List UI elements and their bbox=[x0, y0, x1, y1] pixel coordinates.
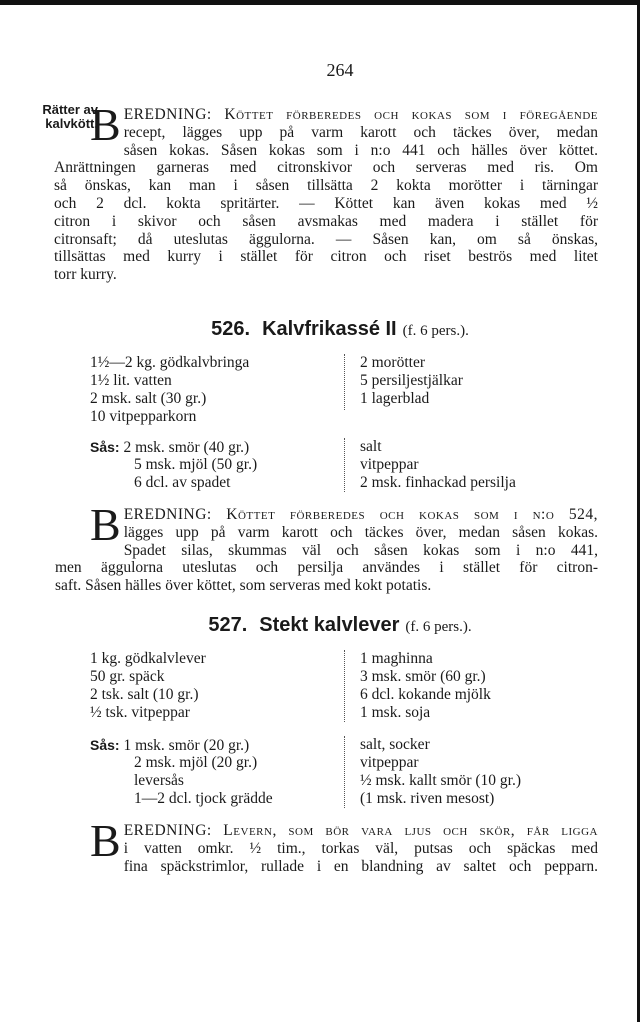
sauce-label: Sås: bbox=[90, 439, 120, 455]
ingredient: 2 msk. mjöl (20 gr.) bbox=[134, 754, 258, 771]
margin-note bbox=[30, 103, 98, 131]
dropcap: B bbox=[90, 499, 121, 550]
text-line: så önskas, kan man i såsen tillsätta 2 kokta morötter i tärningar bbox=[54, 177, 598, 195]
ingredient: 1 msk. smör (20 gr.) bbox=[123, 737, 250, 754]
recipe-526-ingredients-right bbox=[360, 354, 463, 408]
ingredient: 1—2 dcl. tjock grädde bbox=[134, 790, 273, 807]
recipe-527-sauce-right bbox=[360, 736, 521, 808]
ingredient: ½ tsk. vitpeppar bbox=[90, 704, 190, 721]
recipe-serves: (f. 6 pers.). bbox=[405, 619, 472, 635]
recipe-number: 527. bbox=[208, 614, 248, 636]
recipe-527-ingredients-left bbox=[90, 650, 206, 722]
recipe-name: Stekt kalvlever bbox=[259, 614, 400, 636]
text-line: men äggulorna uteslutas och persilja användes i stället för citron- bbox=[55, 559, 598, 577]
ingredient: vitpeppar bbox=[360, 754, 419, 771]
ingredient: salt bbox=[360, 438, 382, 455]
recipe-serves: (f. 6 pers.). bbox=[402, 323, 469, 339]
recipe-526-title bbox=[0, 318, 640, 341]
ingredient: 6 dcl. kokande mjölk bbox=[360, 686, 491, 703]
ingredient: 1 kg. gödkalvlever bbox=[90, 650, 206, 667]
text-line: EREDNING: Levern, som bör vara ljus och skör, får ligga bbox=[123, 822, 598, 839]
text-line: i vatten omkr. ½ tim., torkas väl, putsas och späckas med bbox=[123, 839, 598, 857]
text-line: EREDNING: Köttet förberedes och kokas som i föregående bbox=[123, 106, 598, 123]
margin-note-line1: Rätter av bbox=[42, 102, 98, 117]
text-line: torr kurry. bbox=[54, 266, 117, 284]
recipe-526-sauce-right bbox=[360, 438, 516, 492]
text-line: tillsättas med kurry i stället för citron och riset beströs med litet bbox=[54, 248, 598, 266]
ingredient: (1 msk. riven mesost) bbox=[360, 790, 495, 807]
ingredient: 2 msk. finhackad persilja bbox=[360, 474, 516, 491]
column-divider bbox=[344, 354, 345, 410]
column-divider bbox=[344, 736, 345, 808]
dropcap: B bbox=[90, 815, 121, 866]
page-number: 264 bbox=[326, 60, 354, 80]
text-line: saft. Såsen hälles över köttet, som serveras med kokt potatis. bbox=[55, 577, 432, 595]
text-line: lägges upp på varm karott och täckes över, medan såsen kokas. bbox=[123, 523, 598, 541]
ingredient: 5 persiljestjälkar bbox=[360, 372, 463, 389]
ingredient: 2 msk. salt (30 gr.) bbox=[90, 390, 207, 407]
text-line: citronsaft; då uteslutas äggulorna. — Såsen kan, om så önskas, bbox=[54, 230, 598, 248]
sauce-label: Sås: bbox=[90, 737, 120, 753]
ingredient: 1 maghinna bbox=[360, 650, 433, 667]
ingredient: 6 dcl. av spadet bbox=[134, 474, 231, 491]
text-line: såsen kokas. Såsen kokas som i n:o 441 och hälles över köttet. bbox=[123, 141, 598, 159]
recipe-name: Kalvfrikassé II bbox=[262, 318, 397, 340]
ingredient: 1 msk. soja bbox=[360, 704, 431, 721]
ingredient: leversås bbox=[134, 772, 184, 789]
ingredient: 5 msk. mjöl (50 gr.) bbox=[134, 456, 258, 473]
text-line: Anrättningen garneras med citronskivor och serveras med ris. Om bbox=[54, 159, 598, 177]
text-line: recept, lägges upp på varm karott och täckes över, medan bbox=[123, 123, 598, 141]
ingredient: 50 gr. späck bbox=[90, 668, 165, 685]
text-line: EREDNING: Köttet förberedes och kokas som i n:o 524, bbox=[123, 506, 598, 523]
column-divider bbox=[344, 438, 345, 492]
column-divider bbox=[344, 650, 345, 722]
recipe-527-title bbox=[0, 614, 640, 637]
recipe-527-sauce-left bbox=[90, 736, 273, 808]
margin-note-line2: kalvkött. bbox=[45, 116, 98, 131]
ingredient: 1½—2 kg. gödkalvbringa bbox=[90, 354, 250, 371]
ingredient: 2 morötter bbox=[360, 354, 425, 371]
dropcap: B bbox=[90, 99, 121, 150]
ingredient: 2 msk. smör (40 gr.) bbox=[123, 439, 250, 456]
recipe-526-ingredients-left bbox=[90, 354, 249, 426]
text-line: Spadet silas, skummas väl och såsen kokas som i n:o 441, bbox=[123, 541, 598, 559]
ingredient: salt, socker bbox=[360, 736, 430, 753]
recipe-number: 526. bbox=[211, 318, 251, 340]
ingredient: 3 msk. smör (60 gr.) bbox=[360, 668, 486, 685]
recipe-527-method bbox=[90, 815, 598, 875]
text-line: och 2 dcl. kokta spritärter. — Köttet kan även kokas med ½ bbox=[54, 194, 598, 212]
ingredient: vitpeppar bbox=[360, 456, 419, 473]
recipe-527-ingredients-right bbox=[360, 650, 491, 722]
recipe-526-method bbox=[55, 499, 598, 595]
ingredient: 1 lagerblad bbox=[360, 390, 430, 407]
text-line: fina späckstrimlor, rullade i en blandning av saltet och pepparn. bbox=[123, 857, 598, 875]
ingredient: 10 vitpepparkorn bbox=[90, 408, 197, 425]
ingredient: 1½ lit. vatten bbox=[90, 372, 172, 389]
recipe-526-sauce-left bbox=[90, 438, 257, 492]
ingredient: ½ msk. kallt smör (10 gr.) bbox=[360, 772, 522, 789]
ingredient: 2 tsk. salt (10 gr.) bbox=[90, 686, 199, 703]
page-frame-top bbox=[0, 0, 640, 5]
text-line: citron i skivor och såsen avsmakas med madera i stället för bbox=[54, 212, 598, 230]
